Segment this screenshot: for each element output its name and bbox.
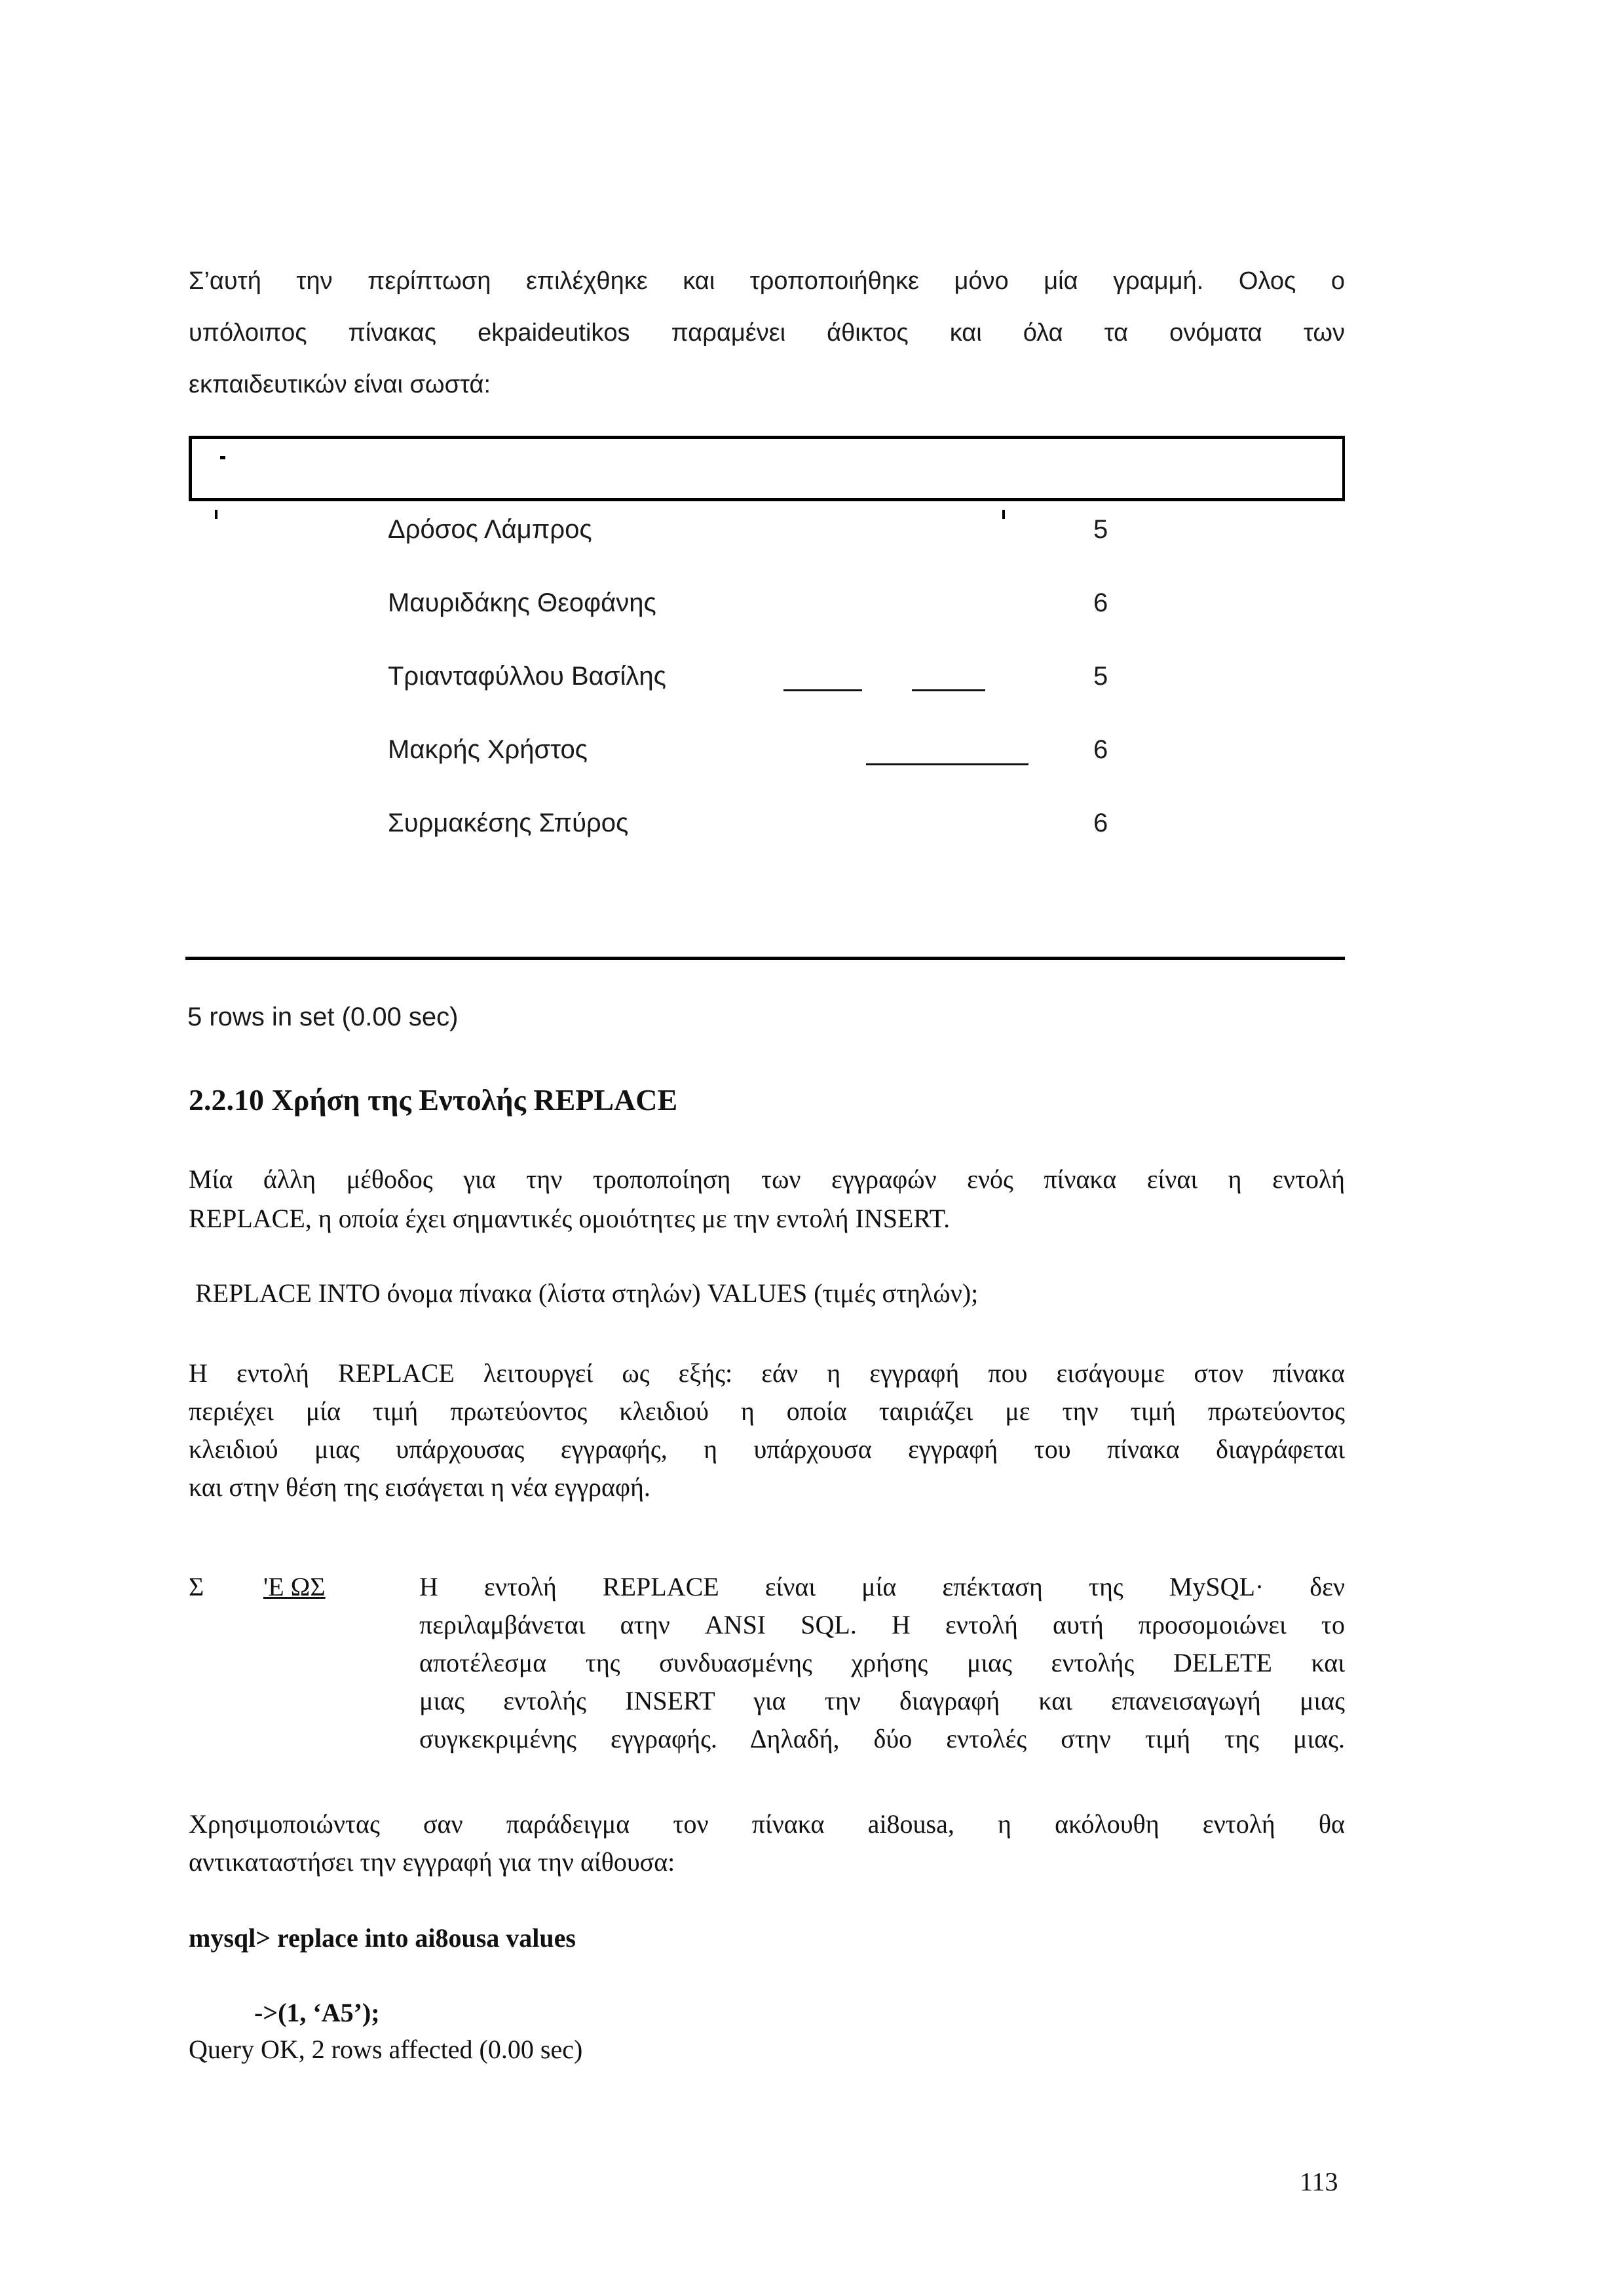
table-row-underline (866, 763, 1028, 765)
note-line-5: συγκεκριμένης εγγραφής. Δηλαδή, δύο εντολές στην τιμή της μιας. (419, 1724, 1345, 1753)
table-row-underline (783, 689, 862, 691)
table-row-underline (912, 689, 985, 691)
section-heading: 2.2.10 Χρήση της Εντολής REPLACE (189, 1083, 678, 1117)
note-line-4: μιας εντολής INSERT για την διαγραφή και επανεισαγωγή μιας (419, 1686, 1345, 1715)
table-bottom-rule (185, 957, 1345, 960)
note-label: 'Ε ΩΣ (263, 1572, 326, 1601)
syntax-line: REPLACE INTO όνομα πίνακα (λίστα στηλών) VALUES (τιμές στηλών); (195, 1278, 979, 1308)
para1-line-2: REPLACE, η οποία έχει σημαντικές ομοιότητες με την εντολή INSERT. (189, 1204, 951, 1233)
note-label-prefix: Σ (189, 1572, 204, 1601)
para1-line-1: Μία άλλη μέθοδος για την τροποποίηση των εγγραφών ενός πίνακα είναι η εντολή (189, 1164, 1345, 1194)
table-footer: 5 rows in set (0.00 sec) (187, 1003, 459, 1031)
table-row-name: Μαυριδάκης Θεοφάνης (388, 588, 656, 617)
para2-line-2: περιέχει μία τιμή πρωτεύοντος κλειδιού η οποία ταιριάζει με την τιμή πρωτεύοντος (189, 1396, 1345, 1426)
table-row-name: Συρμακέσης Σπύρος (388, 809, 629, 837)
para3-line-2: αντικαταστήσει την εγγραφή για την αίθουσα: (189, 1847, 675, 1877)
table-header-box (189, 436, 1345, 501)
table-row-value: 6 (1093, 809, 1108, 837)
table-row-mark (1002, 510, 1005, 519)
code-line-2: ->(1, ‘Α5’); (254, 1998, 380, 2027)
para2-line-3: κλειδιού μιας υπάρχουσας εγγραφής, η υπάρχουσα εγγραφή του πίνακα διαγράφεται (189, 1434, 1345, 1464)
table-row-value: 5 (1093, 515, 1108, 544)
table-row-name: Μακρής Χρήστος (388, 735, 588, 764)
table-row-value: 6 (1093, 735, 1108, 764)
table-row-value: 6 (1093, 588, 1108, 617)
para3-line-1: Χρησιμοποιώντας σαν παράδειγμα τον πίνακα ai8ousa, η ακόλουθη εντολή θα (189, 1809, 1345, 1839)
code-line-1: mysql> replace into ai8ousa values (189, 1923, 576, 1953)
intro-line-3: εκπαιδευτικών είναι σωστά: (189, 371, 491, 398)
note-line-3: αποτέλεσμα της συνδυασμένης χρήσης μιας εντολής DELETE και (419, 1648, 1345, 1677)
intro-line-2: υπόλοιπος πίνακας ekpaideutikos παραμένει άθικτος και όλα τα ονόματα των (189, 319, 1345, 347)
table-row-name: Τριανταφύλλου Βασίλης (388, 662, 666, 691)
para2-line-4: και στην θέση της εισάγεται η νέα εγγραφή. (189, 1472, 651, 1502)
table-header-mark (220, 456, 225, 459)
table-row-mark (215, 510, 217, 519)
table-row-value: 5 (1093, 662, 1108, 691)
table-row-name: Δρόσος Λάμπρος (388, 515, 592, 544)
query-result: Query OK, 2 rows affected (0.00 sec) (189, 2035, 583, 2064)
note-line-2: περιλαμβάνεται ατην ANSI SQL. Η εντολή αυτή προσομοιώνει το (419, 1610, 1345, 1639)
page-number: 113 (1300, 2167, 1338, 2196)
para2-line-1: Η εντολή REPLACE λειτουργεί ως εξής: εάν η εγγραφή που εισάγουμε στον πίνακα (189, 1358, 1345, 1388)
intro-line-1: Σ’αυτή την περίπτωση επιλέχθηκε και τροποποιήθηκε μόνο μία γραμμή. Ολος ο (189, 267, 1345, 295)
note-line-1: Η εντολή REPLACE είναι μία επέκταση της MySQL· δεν (419, 1572, 1345, 1601)
